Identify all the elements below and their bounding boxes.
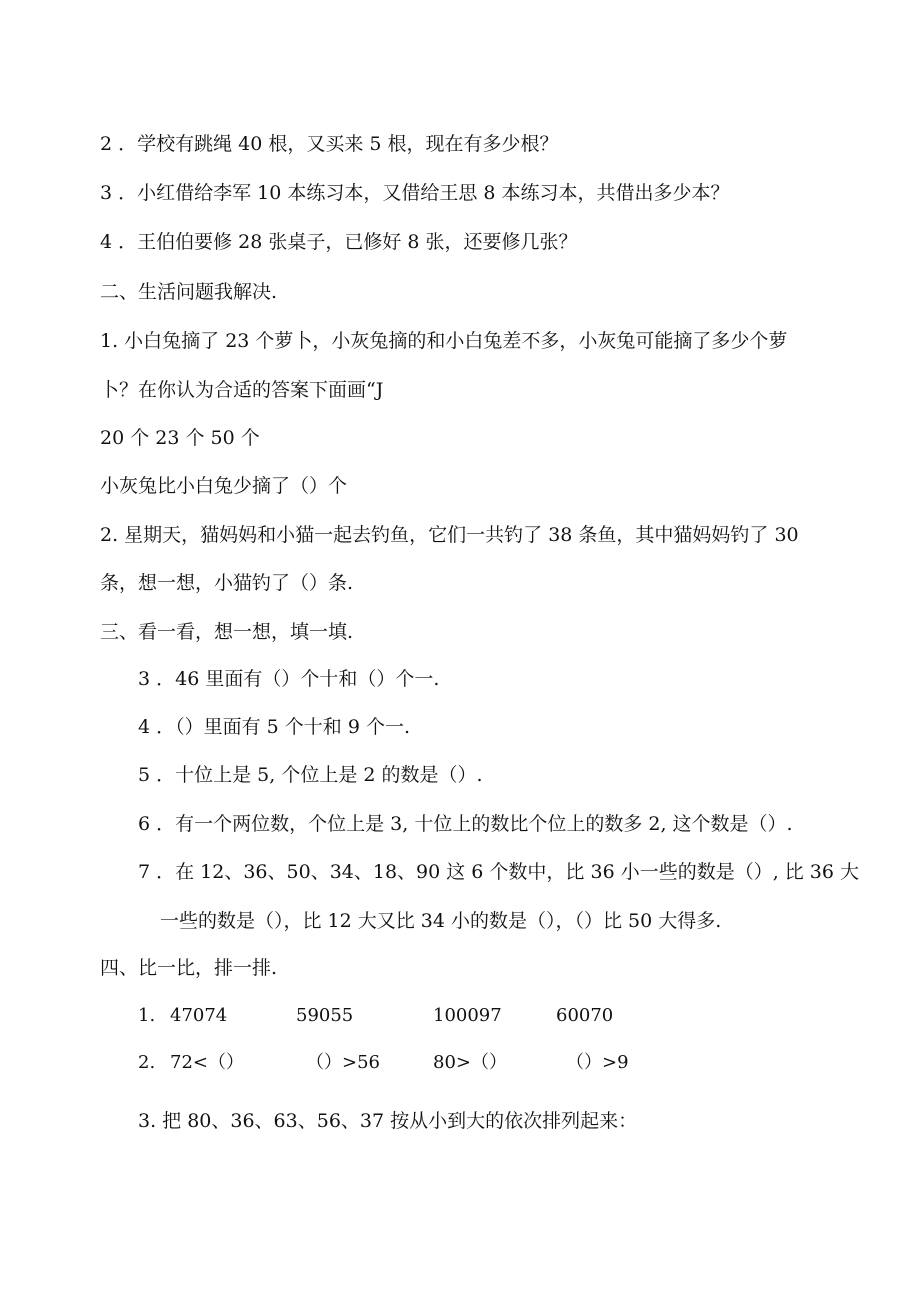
section-2-heading: 二、生活问题我解决.: [100, 281, 278, 303]
section-3-q7-line2: 一些的数是（），比 12 大又比 34 小的数是（），（）比 50 大得多.: [160, 910, 722, 932]
row-1-value-c: 100097: [433, 1005, 502, 1026]
section-2-q1-line1: 1. 小白兔摘了 23 个萝卜，小灰兔摘的和小白兔差不多，小灰兔可能摘了多少个萝: [100, 330, 788, 352]
section-3-q3: 3 ．46 里面有（）个十和（）个一.: [138, 668, 440, 690]
section-3-q7-line1: 7 ．在 12、36、50、34、18、90 这 6 个数中，比 36 小一些的数是（）, 比 36 大: [138, 861, 860, 883]
section-2-q2-line2: 条，想一想，小猫钓了（）条.: [100, 572, 354, 594]
row-2-compare-a: 72<（）: [170, 1052, 244, 1073]
section-4-heading: 四、比一比，排一排.: [100, 957, 278, 979]
row-1-value-d: 60070: [556, 1005, 614, 1026]
section-3-q5: 5 ．十位上是 5, 个位上是 2 的数是（）.: [138, 764, 483, 786]
section-2-q2-line1: 2. 星期天，猫妈妈和小猫一起去钓鱼，它们一共钓了 38 条鱼，其中猫妈妈钓了 30: [100, 524, 799, 546]
section-3-q6: 6 ．有一个两位数，个位上是 3, 十位上的数比个位上的数多 2, 这个数是（）.: [138, 813, 793, 835]
section-2-q1-options: 20 个 23 个 50 个: [100, 427, 260, 449]
row-1-value-a: 47074: [170, 1005, 228, 1026]
section-3-q4: 4 ．（）里面有 5 个十和 9 个一.: [138, 716, 411, 738]
row-2-compare-d: （）>9: [566, 1052, 629, 1073]
row-2-compare-c: 80>（）: [433, 1052, 507, 1073]
question-2: 2 ．学校有跳绳 40 根，又买来 5 根，现在有多少根？: [100, 133, 559, 155]
row-2-compare-b: （）>56: [306, 1052, 380, 1073]
row-2-number: 2.: [138, 1052, 156, 1073]
section-2-q1-fill: 小灰兔比小白兔少摘了（）个: [100, 475, 348, 497]
row-1-value-b: 59055: [296, 1005, 354, 1026]
row-1-number: 1.: [138, 1005, 156, 1026]
question-3: 3 ．小红借给李军 10 本练习本，又借给王思 8 本练习本，共借出多少本？: [100, 182, 730, 204]
section-4-q3: 3. 把 80、36、63、56、37 按从小到大的依次排列起来：: [138, 1110, 638, 1132]
section-3-heading: 三、看一看，想一想，填一填.: [100, 621, 354, 643]
question-4: 4 ．王伯伯要修 28 张桌子，已修好 8 张，还要修几张？: [100, 231, 578, 253]
section-2-q1-line2: 卜？在你认为合适的答案下面画“J: [100, 379, 384, 401]
